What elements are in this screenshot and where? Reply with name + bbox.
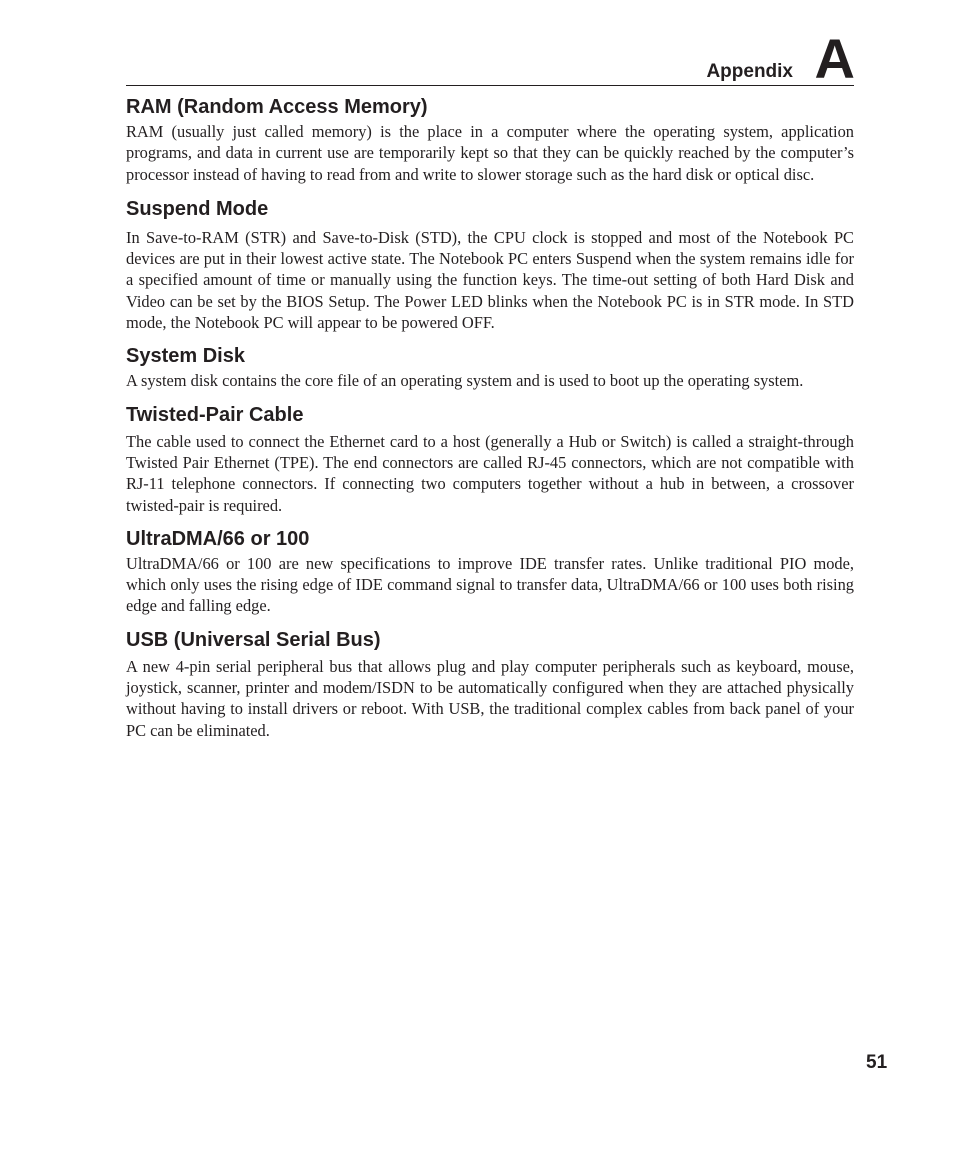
section-twisted-pair-cable [126, 402, 854, 516]
section-heading: USB (Universal Serial Bus) [126, 628, 381, 651]
glossary-content [126, 94, 854, 741]
section-ram [126, 94, 854, 185]
page-header [126, 27, 855, 90]
section-body: The cable used to connect the Ethernet card to a host (generally a Hub or Switch) is called a straight-through Twisted Pair Ethernet (TPE). The end connectors are called RJ-45 connectors, which are not compatible with RJ-11 telephone connectors. If connecting two computers together without a hub in between, a crossover twisted-pair is required. [126, 431, 854, 515]
section-heading: UltraDMA/66 or 100 [126, 527, 310, 550]
section-heading: RAM (Random Access Memory) [126, 96, 428, 118]
appendix-letter: A [814, 27, 855, 90]
section-usb [126, 627, 854, 741]
section-suspend-mode [126, 196, 854, 333]
section-heading: Suspend Mode [126, 197, 269, 220]
section-heading: Twisted-Pair Cable [126, 403, 304, 426]
section-body: A new 4-pin serial peripheral bus that allows plug and play computer peripherals such as keyboard, mouse, joystick, scanner, printer and modem/ISDN to be automatically configured when they are attached physically without having to install drivers or reboot. With USB, the traditional complex cables from back panel of your PC can be eliminated. [126, 656, 854, 740]
page-number: 51 [866, 1052, 888, 1073]
section-body: RAM (usually just called memory) is the place in a computer where the operating system, application programs, and data in current use are temporarily kept so that they can be quickly reached by the computer’s processor instead of having to read from and write to slower storage such as the hard disk or optical disc. [126, 122, 854, 184]
section-body: In Save-to-RAM (STR) and Save-to-Disk (STD), the CPU clock is stopped and most of the Notebook PC devices are put in their lowest active state. The Notebook PC enters Suspend when the system remains idle for a specified amount of time or manually using the function keys. The time-out setting of both Hard Disk and Video can be set by the BIOS Setup. The Power LED blinks when the Notebook PC is in STR mode. In STD mode, the Notebook PC will appear to be powered OFF. [126, 227, 854, 333]
section-heading: System Disk [126, 345, 245, 368]
section-body: A system disk contains the core file of an operating system and is used to boot up the operating system. [126, 371, 804, 391]
section-body: UltraDMA/66 or 100 are new specifications to improve IDE transfer rates. Unlike traditional PIO mode, which only uses the rising edge of IDE command signal to transfer data, UltraDMA/66 or 100 uses both rising edge and falling edge. [126, 553, 854, 616]
header-label: Appendix [706, 61, 793, 82]
section-system-disk [126, 343, 854, 391]
section-ultradma [126, 526, 854, 617]
